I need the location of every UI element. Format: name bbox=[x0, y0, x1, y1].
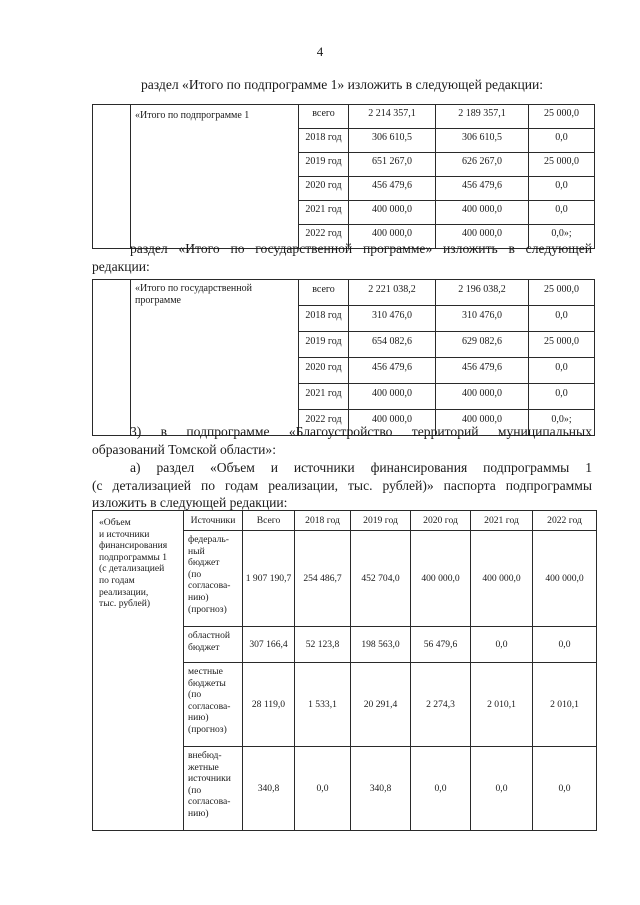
value-cell: 0,0 bbox=[533, 747, 597, 831]
total-cell: 456 479,6 bbox=[349, 358, 436, 384]
source-cell bbox=[184, 627, 243, 663]
regional-cell: 2 196 038,2 bbox=[436, 280, 529, 306]
source-line: местные bbox=[188, 666, 223, 677]
table-cell-blank bbox=[93, 105, 131, 249]
table-cell-blank bbox=[93, 280, 131, 436]
source-line: нию) bbox=[188, 712, 209, 724]
source-line: бюджет bbox=[188, 641, 220, 653]
source-line: бюджет bbox=[188, 557, 220, 569]
value-cell: 400 000,0 bbox=[471, 531, 533, 627]
regional-cell: 306 610,5 bbox=[436, 129, 529, 153]
source-line: согласова- bbox=[188, 580, 231, 592]
source-line: (прогноз) bbox=[188, 603, 227, 615]
table-row-label: «Итого по подпрограмме 1 bbox=[131, 105, 299, 249]
table-header-row bbox=[93, 511, 597, 531]
year-cell: 2022 год bbox=[299, 225, 349, 249]
value-cell: 20 291,4 bbox=[351, 663, 411, 747]
year-cell: 2018 год bbox=[299, 129, 349, 153]
federal-cell: 25 000,0 bbox=[529, 105, 595, 129]
paragraph-3-line-1: 3) в подпрограмме «Благоустройство территорий муниципальных bbox=[130, 424, 592, 439]
total-cell: 651 267,0 bbox=[349, 153, 436, 177]
paragraph-3 bbox=[92, 423, 592, 458]
year-cell: 2020 год bbox=[299, 177, 349, 201]
header-sources: Источники bbox=[184, 511, 243, 531]
value-cell: 0,0 bbox=[471, 747, 533, 831]
source-line: федераль- bbox=[188, 534, 229, 545]
value-cell: 340,8 bbox=[351, 747, 411, 831]
value-cell: 254 486,7 bbox=[295, 531, 351, 627]
paragraph-4 bbox=[92, 459, 592, 512]
header-2021: 2021 год bbox=[471, 511, 533, 531]
value-cell: 400 000,0 bbox=[533, 531, 597, 627]
header-2020: 2020 год bbox=[411, 511, 471, 531]
table-subprogram-total bbox=[92, 104, 595, 249]
year-cell: всего bbox=[299, 280, 349, 306]
table-row-label-line: «Итого по государственной bbox=[135, 283, 252, 294]
source-line: бюджеты bbox=[188, 677, 226, 689]
paragraph-2 bbox=[92, 240, 592, 275]
source-line: согласова- bbox=[188, 796, 231, 808]
paragraph-4-line-3: изложить в следующей редакции: bbox=[92, 495, 288, 510]
total-cell: 400 000,0 bbox=[349, 384, 436, 410]
source-line: (прогноз) bbox=[188, 723, 227, 735]
source-cell bbox=[184, 663, 243, 747]
regional-cell: 456 479,6 bbox=[436, 358, 529, 384]
table-program-total bbox=[92, 279, 595, 436]
federal-cell: 0,0 bbox=[529, 384, 595, 410]
value-cell: 307 166,4 bbox=[243, 627, 295, 663]
funding-label-line: реализации, bbox=[99, 586, 149, 598]
federal-cell: 0,0 bbox=[529, 358, 595, 384]
header-2019: 2019 год bbox=[351, 511, 411, 531]
header-2018: 2018 год bbox=[295, 511, 351, 531]
year-cell: 2022 год bbox=[299, 410, 349, 436]
source-line: внебюд- bbox=[188, 750, 222, 761]
header-total: Всего bbox=[243, 511, 295, 531]
value-cell: 1 907 190,7 bbox=[243, 531, 295, 627]
funding-label-line: по годам bbox=[99, 574, 135, 586]
regional-cell: 2 189 357,1 bbox=[436, 105, 529, 129]
federal-cell: 0,0»; bbox=[529, 410, 595, 436]
total-cell: 2 214 357,1 bbox=[349, 105, 436, 129]
value-cell: 0,0 bbox=[295, 747, 351, 831]
value-cell: 1 533,1 bbox=[295, 663, 351, 747]
source-line: жетные bbox=[188, 761, 219, 773]
federal-cell: 0,0 bbox=[529, 201, 595, 225]
regional-cell: 626 267,0 bbox=[436, 153, 529, 177]
funding-label-cell bbox=[93, 511, 184, 831]
year-cell: 2018 год bbox=[299, 306, 349, 332]
federal-cell: 25 000,0 bbox=[529, 332, 595, 358]
paragraph-4-line-1: а) раздел «Объем и источники финансирования подпрограммы 1 bbox=[130, 460, 592, 475]
total-cell: 306 610,5 bbox=[349, 129, 436, 153]
value-cell: 198 563,0 bbox=[351, 627, 411, 663]
table-funding-sources bbox=[92, 510, 597, 831]
table-row bbox=[93, 280, 595, 306]
paragraph-2-line-2: редакции: bbox=[92, 258, 150, 274]
total-cell: 310 476,0 bbox=[349, 306, 436, 332]
table-row-label bbox=[131, 280, 299, 436]
value-cell: 0,0 bbox=[533, 627, 597, 663]
value-cell: 2 010,1 bbox=[533, 663, 597, 747]
page-number: 4 bbox=[316, 44, 324, 59]
year-cell: всего bbox=[299, 105, 349, 129]
source-cell bbox=[184, 747, 243, 831]
regional-cell: 310 476,0 bbox=[436, 306, 529, 332]
regional-cell: 400 000,0 bbox=[436, 201, 529, 225]
year-cell: 2021 год bbox=[299, 201, 349, 225]
federal-cell: 25 000,0 bbox=[529, 280, 595, 306]
paragraph-3-line-2: образований Томской области»: bbox=[92, 441, 276, 457]
value-cell: 56 479,6 bbox=[411, 627, 471, 663]
regional-cell: 629 082,6 bbox=[436, 332, 529, 358]
regional-cell: 400 000,0 bbox=[436, 410, 529, 436]
table-row bbox=[93, 105, 595, 129]
year-cell: 2019 год bbox=[299, 153, 349, 177]
federal-cell: 0,0 bbox=[529, 306, 595, 332]
year-cell: 2020 год bbox=[299, 358, 349, 384]
regional-cell: 400 000,0 bbox=[436, 225, 529, 249]
total-cell: 400 000,0 bbox=[349, 201, 436, 225]
year-cell: 2021 год bbox=[299, 384, 349, 410]
value-cell: 0,0 bbox=[471, 627, 533, 663]
funding-label-line: тыс. рублей) bbox=[99, 598, 151, 610]
federal-cell: 25 000,0 bbox=[529, 153, 595, 177]
value-cell: 452 704,0 bbox=[351, 531, 411, 627]
total-cell: 400 000,0 bbox=[349, 225, 436, 249]
value-cell: 28 119,0 bbox=[243, 663, 295, 747]
total-cell: 2 221 038,2 bbox=[349, 280, 436, 306]
source-line: (по bbox=[188, 784, 202, 796]
source-line: (по bbox=[188, 568, 202, 580]
funding-label-line: и источники bbox=[99, 528, 150, 540]
value-cell: 52 123,8 bbox=[295, 627, 351, 663]
table-row-label-line: программе bbox=[135, 295, 181, 306]
funding-label-line: финансирования bbox=[99, 540, 168, 552]
federal-cell: 0,0 bbox=[529, 177, 595, 201]
source-line: нию) bbox=[188, 807, 209, 819]
value-cell: 340,8 bbox=[243, 747, 295, 831]
source-line: областной bbox=[188, 630, 231, 641]
value-cell: 400 000,0 bbox=[411, 531, 471, 627]
paragraph-1: раздел «Итого по подпрограмме 1» изложить в следующей редакции: bbox=[140, 77, 544, 92]
header-2022: 2022 год bbox=[533, 511, 597, 531]
total-cell: 456 479,6 bbox=[349, 177, 436, 201]
funding-label-line: «Объем bbox=[99, 517, 131, 528]
source-line: ный bbox=[188, 545, 205, 557]
total-cell: 654 082,6 bbox=[349, 332, 436, 358]
source-line: нию) bbox=[188, 591, 209, 603]
total-cell: 400 000,0 bbox=[349, 410, 436, 436]
value-cell: 2 010,1 bbox=[471, 663, 533, 747]
paragraph-4-line-2: (с детализацией по годам реализации, тыс. рублей)» паспорта подпрограммы bbox=[92, 477, 592, 493]
source-line: источники bbox=[188, 773, 231, 785]
paragraph-2-line-1: раздел «Итого по государственной программе» изложить в следующей bbox=[130, 241, 592, 256]
funding-label-line: подпрограммы 1 bbox=[99, 551, 168, 563]
federal-cell: 0,0»; bbox=[529, 225, 595, 249]
regional-cell: 456 479,6 bbox=[436, 177, 529, 201]
source-line: согласова- bbox=[188, 700, 231, 712]
source-cell bbox=[184, 531, 243, 627]
year-cell: 2019 год bbox=[299, 332, 349, 358]
funding-label-line: (с детализацией bbox=[99, 563, 165, 575]
source-line: (по bbox=[188, 689, 202, 701]
value-cell: 2 274,3 bbox=[411, 663, 471, 747]
federal-cell: 0,0 bbox=[529, 129, 595, 153]
value-cell: 0,0 bbox=[411, 747, 471, 831]
regional-cell: 400 000,0 bbox=[436, 384, 529, 410]
